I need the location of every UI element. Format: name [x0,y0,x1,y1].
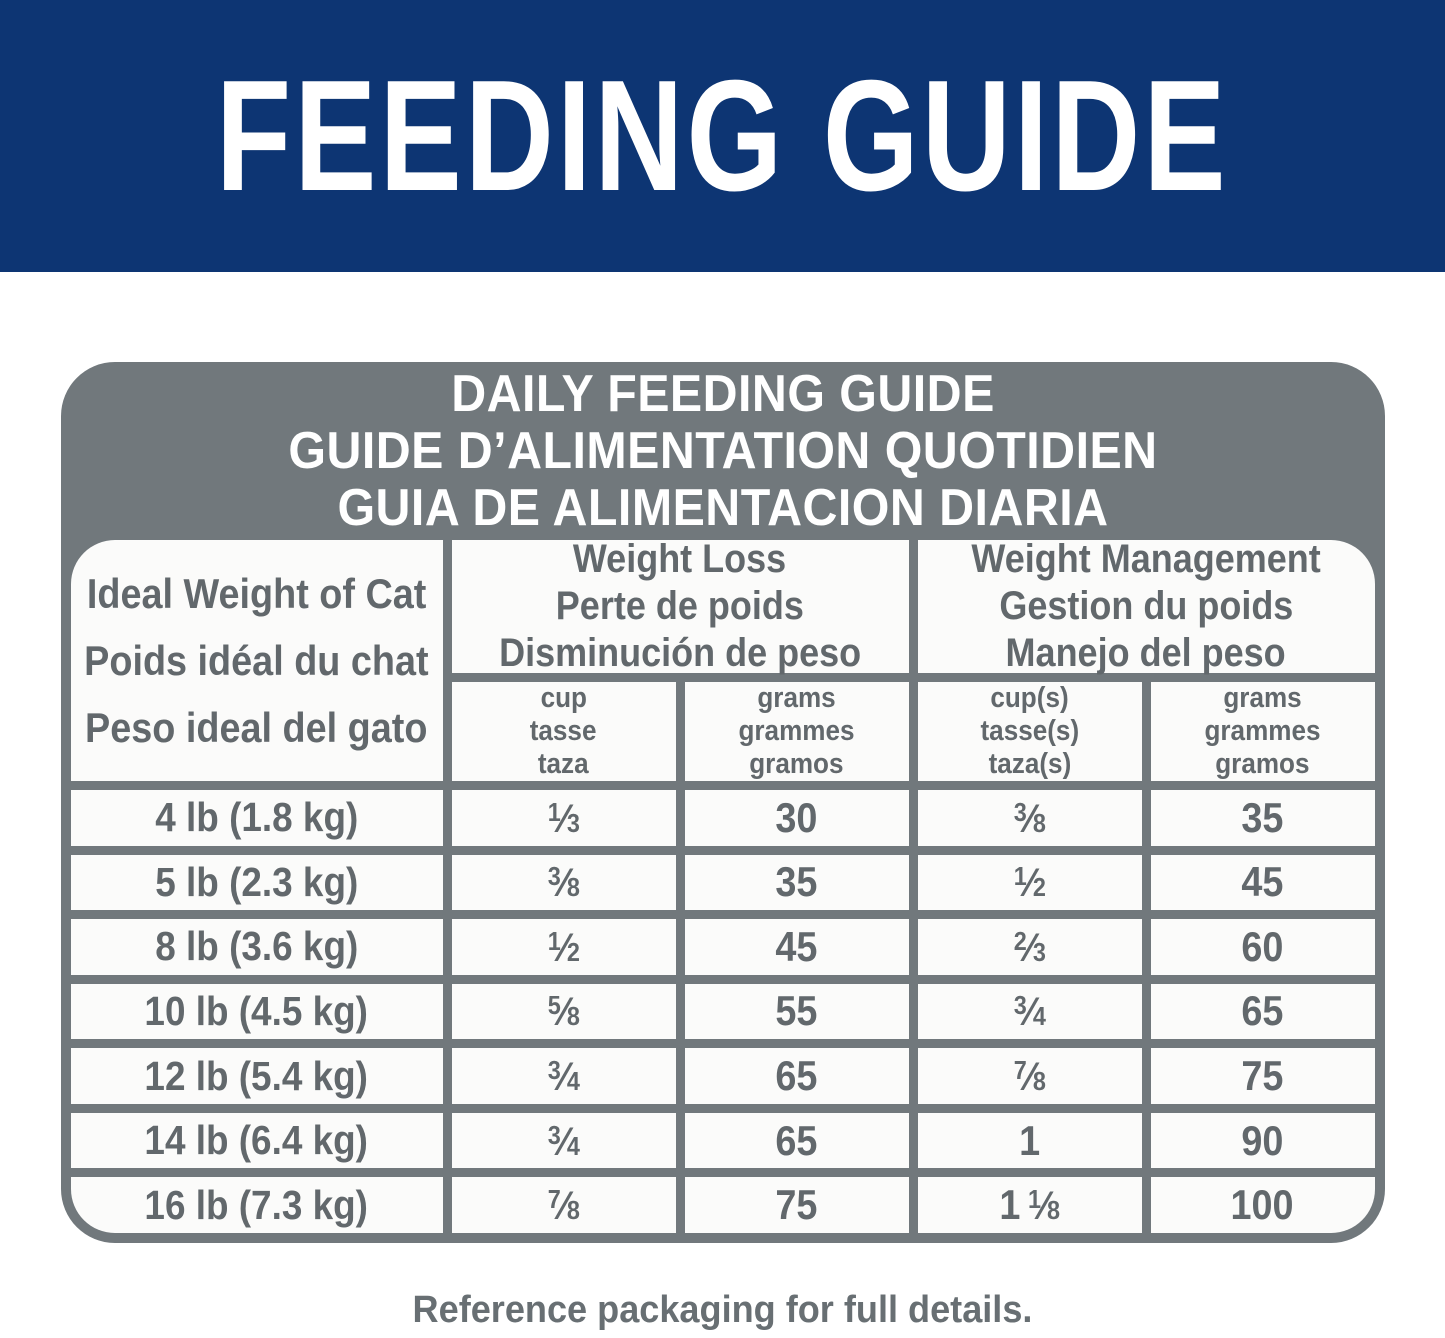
table-cell-weight-management-cups: $^3$⁄8 [918,790,1142,846]
table-cell-weight-management-cups: $^3$⁄4 [918,984,1142,1040]
panel-title-line-en: DAILY FEEDING GUIDE [450,364,995,423]
sub-header-weight-management-grams: grams grammes gramos [1151,682,1375,781]
table-cell-weight-management-cups: $^1$⁄2 [918,855,1142,911]
daily-feeding-guide-panel [61,362,1385,1243]
table-cell-weight-loss-cup: $^5$⁄8 [452,984,676,1040]
sub-header-weight-management-cups: cup(s) tasse(s) taza(s) [918,682,1142,781]
group-header-weight-loss: Weight Loss Perte de poids Disminución de peso [452,540,909,673]
group-header-weight-management: Weight Management Gestion du poids Manejo del peso [918,540,1375,673]
table-cell-weight-management-cups: $^7$⁄8 [918,1048,1142,1104]
feeding-table [61,537,1385,1243]
table-cell-weight-loss-cup: $^3$⁄4 [452,1113,676,1169]
feeding-guide-banner [0,0,1445,272]
table-cell-weight-management-grams: 90 [1151,1113,1375,1169]
table-cell-weight-loss-cup: $^3$⁄8 [452,855,676,911]
sub-header-weight-loss-cup: cup tasse taza [452,682,676,781]
table-cell-ideal-weight: 14 lb (6.4 kg) [71,1113,443,1169]
table-cell-weight-loss-grams: 75 [685,1177,909,1233]
panel-title-line-es: GUIA DE ALIMENTACION DIARIA [336,478,1109,537]
footer-note: Reference packaging for full details. [412,1289,1033,1331]
table-cell-ideal-weight: 10 lb (4.5 kg) [71,984,443,1040]
table-cell-weight-loss-grams: 65 [685,1113,909,1169]
column-header-ideal-weight: Ideal Weight of Cat Poids idéal du chat Peso ideal del gato [71,540,443,781]
table-cell-ideal-weight: 16 lb (7.3 kg) [71,1177,443,1233]
table-cell-weight-loss-grams: 45 [685,919,909,975]
table-cell-weight-loss-grams: 55 [685,984,909,1040]
page-title: FEEDING GUIDE [216,47,1229,224]
table-cell-weight-management-grams: 60 [1151,919,1375,975]
table-cell-weight-management-cups: 1 [918,1113,1142,1169]
table-cell-weight-management-grams: 35 [1151,790,1375,846]
table-cell-weight-management-cups: $^2$⁄3 [918,919,1142,975]
table-cell-weight-loss-grams: 30 [685,790,909,846]
table-cell-weight-loss-cup: $^1$⁄2 [452,919,676,975]
table-cell-weight-loss-cup: $^3$⁄4 [452,1048,676,1104]
table-cell-weight-management-grams: 75 [1151,1048,1375,1104]
table-cell-ideal-weight: 5 lb (2.3 kg) [71,855,443,911]
panel-title [61,362,1385,540]
panel-title-line-fr: GUIDE D’ALIMENTATION QUOTIDIEN [287,421,1158,480]
table-cell-weight-management-grams: 45 [1151,855,1375,911]
table-cell-ideal-weight: 12 lb (5.4 kg) [71,1048,443,1104]
table-cell-weight-loss-cup: $^7$⁄8 [452,1177,676,1233]
sub-header-weight-loss-grams: grams grammes gramos [685,682,909,781]
table-cell-weight-management-grams: 100 [1151,1177,1375,1233]
table-cell-weight-management-cups: 1 $^1$⁄8 [918,1177,1142,1233]
table-cell-ideal-weight: 8 lb (3.6 kg) [71,919,443,975]
table-cell-weight-loss-cup: $^1$⁄3 [452,790,676,846]
table-cell-weight-loss-grams: 35 [685,855,909,911]
table-cell-ideal-weight: 4 lb (1.8 kg) [71,790,443,846]
table-cell-weight-management-grams: 65 [1151,984,1375,1040]
table-cell-weight-loss-grams: 65 [685,1048,909,1104]
